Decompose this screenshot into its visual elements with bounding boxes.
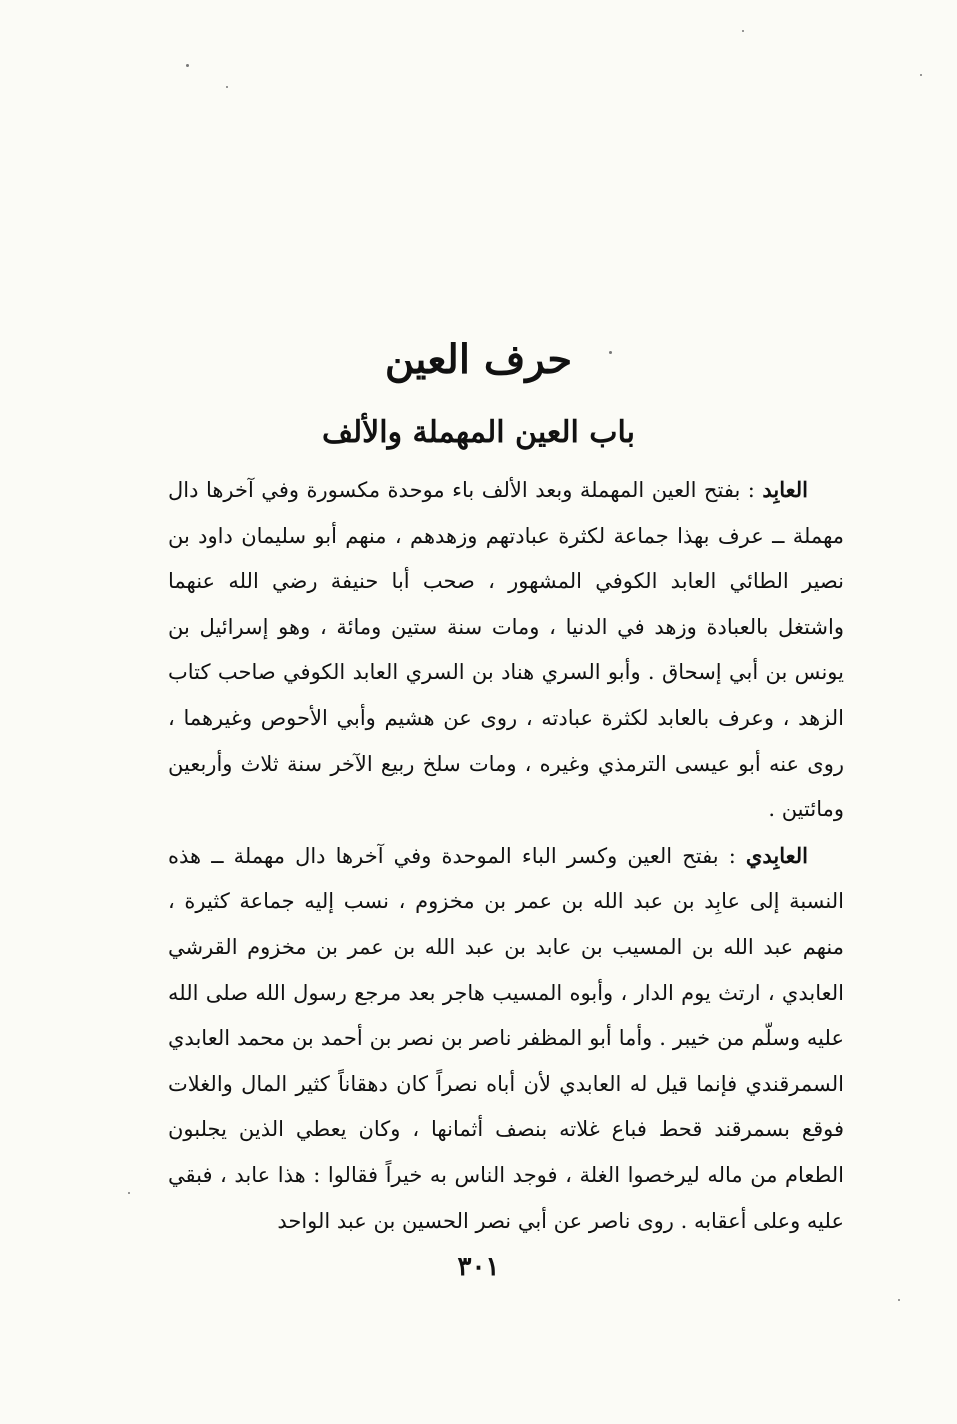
page-speck xyxy=(742,30,744,32)
page-speck xyxy=(920,74,922,76)
entry-text: : بفتح العين المهملة وبعد الألف باء موحدة مكسورة وفي آخرها دال مهملة ــ عرف بهذا جماعة لكثرة عبادتهم وزهدهم ، منهم أبو سليمان داود بن نصير الطائي العابد الكوفي المشهور ، صحب أبا حنيفة رضي الله عنهما واشتغل بالعبادة وزهد في الدنيا ، ومات سنة ستين ومائة ، وهو إسرائيل بن يونس بن أبي إسحاق . وأبو السري هناد بن السري العابد الكوفي صاحب كتاب الزهد ، وعرف بالعابد لكثرة عبادته ، روى عن هشيم وأبي الأحوص وغيرهما ، روى عنه أبو عيسى الترمذي وغيره ، ومات سلخ ربيع الآخر سنة ثلاث وأربعين ومائتين . xyxy=(168,478,844,822)
page-speck xyxy=(128,1192,130,1194)
entry-text: : بفتح العين وكسر الباء الموحدة وفي آخرها دال مهملة ــ هذه النسبة إلى عابِد بن عبد الله بن عمر بن مخزوم ، نسب إليه جماعة كثيرة ، منهم عبد الله بن المسيب بن عابد بن عبد الله بن عمر بن مخزوم القرشي العابدي ، ارتث يوم الدار ، وأبوه المسيب هاجر بعد مرجع رسول الله صلى الله عليه وسلّم من خيبر . وأما أبو المظفر ناصر بن نصر بن أحمد بن محمد العابدي السمرقندي فإنما قيل له العابدي لأن أباه نصراً كان دهقاناً كثير المال والغلات فوقع بسمرقند قحط فباع غلاته بنصف أثمانها ، وكان يعطي الذين يجلبون الطعام من ماله ليرخصوا الغلة ، فوجد الناس به خيراً فقالوا : هذا عابد ، فبقي عليه وعلى أعقابه . روى ناصر عن أبي نصر الحسين بن عبد الواحد xyxy=(168,843,844,1233)
entry-headword: العابِد xyxy=(762,477,808,502)
page-number: ٣٠١ xyxy=(457,1252,500,1282)
entry-headword: العابِدي xyxy=(745,842,808,868)
entry-al-abidi xyxy=(168,833,844,1244)
page-speck xyxy=(226,86,228,88)
page-speck xyxy=(898,1299,900,1301)
page-speck xyxy=(186,64,189,67)
entries-body xyxy=(168,467,844,1244)
chapter-title: حرف العين xyxy=(384,335,573,383)
entry-al-abid xyxy=(168,467,844,833)
section-title: باب العين المهملة والألف xyxy=(321,414,636,450)
